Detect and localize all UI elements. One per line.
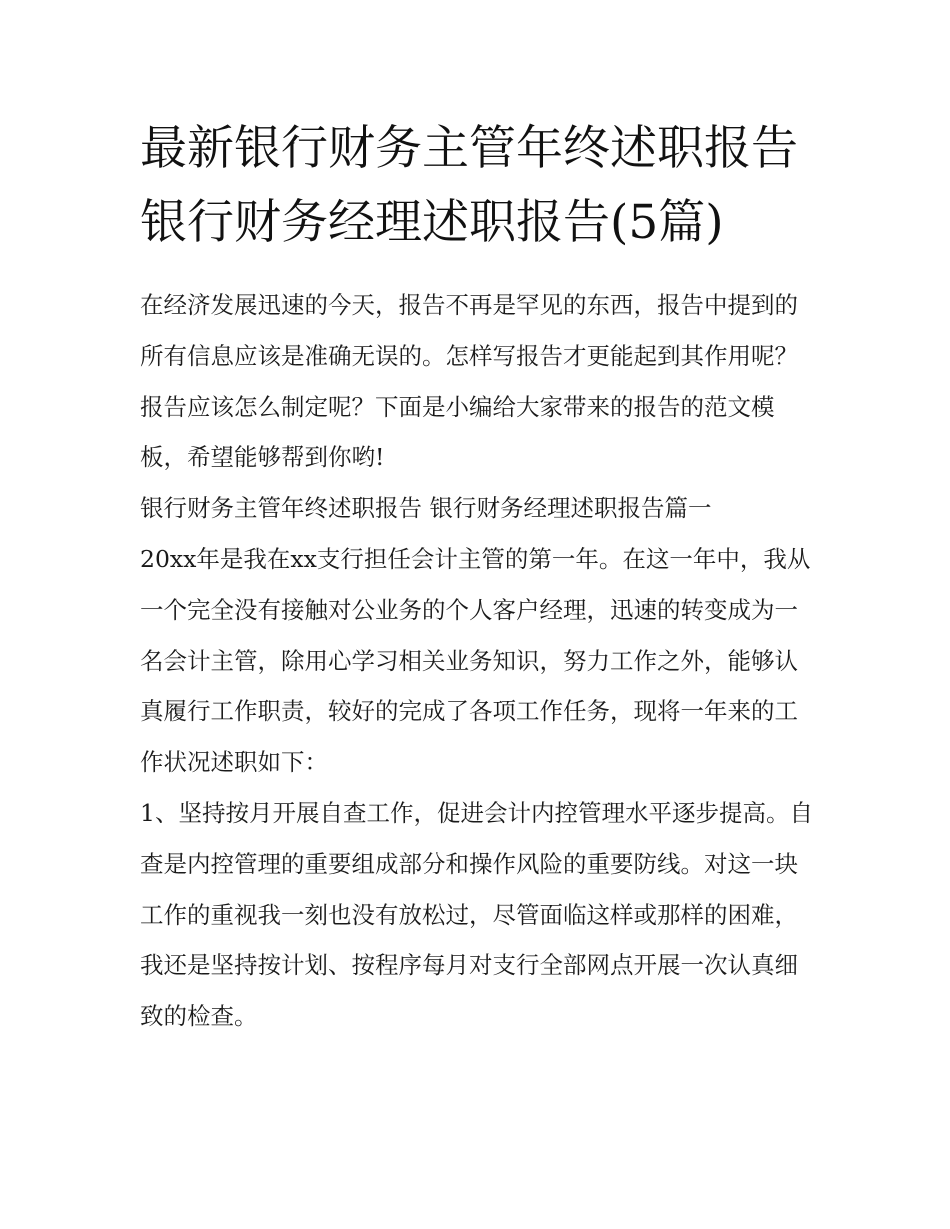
document-body: [140, 280, 820, 1042]
document-title: 最新银行财务主管年终述职报告 银行财务经理述职报告(5篇): [140, 121, 798, 250]
body-paragraph: 1、坚持按月开展自查工作，促进会计内控管理水平逐步提高。自查是内控管理的重要组成部分和操作风险的重要防线。对这一块工作的重视我一刻也没有放松过，尽管面临这样或那样的困难，我还是坚持按计划、按程序每月对支行全部网点开展一次认真细致的检查。: [140, 798, 813, 1031]
document-content: [140, 112, 820, 1042]
body-paragraph: 20xx年是我在xx支行担任会计主管的第一年。在这一年中，我从一个完全没有接触对公业务的个人客户经理，迅速的转变成为一名会计主管，除用心学习相关业务知识，努力工作之外，能够认真履行工作职责，较好的完成了各项工作任务，现将一年来的工作状况述职如下：: [140, 544, 811, 777]
section-heading: 银行财务主管年终述职报告 银行财务经理述职报告篇一: [140, 494, 712, 523]
intro-paragraph: 在经济发展迅速的今天，报告不再是罕见的东西，报告中提到的所有信息应该是准确无误的。怎样写报告才更能起到其作用呢？报告应该怎么制定呢？下面是小编给大家带来的报告的范文模板，希望能够帮到你哟!: [140, 291, 798, 472]
